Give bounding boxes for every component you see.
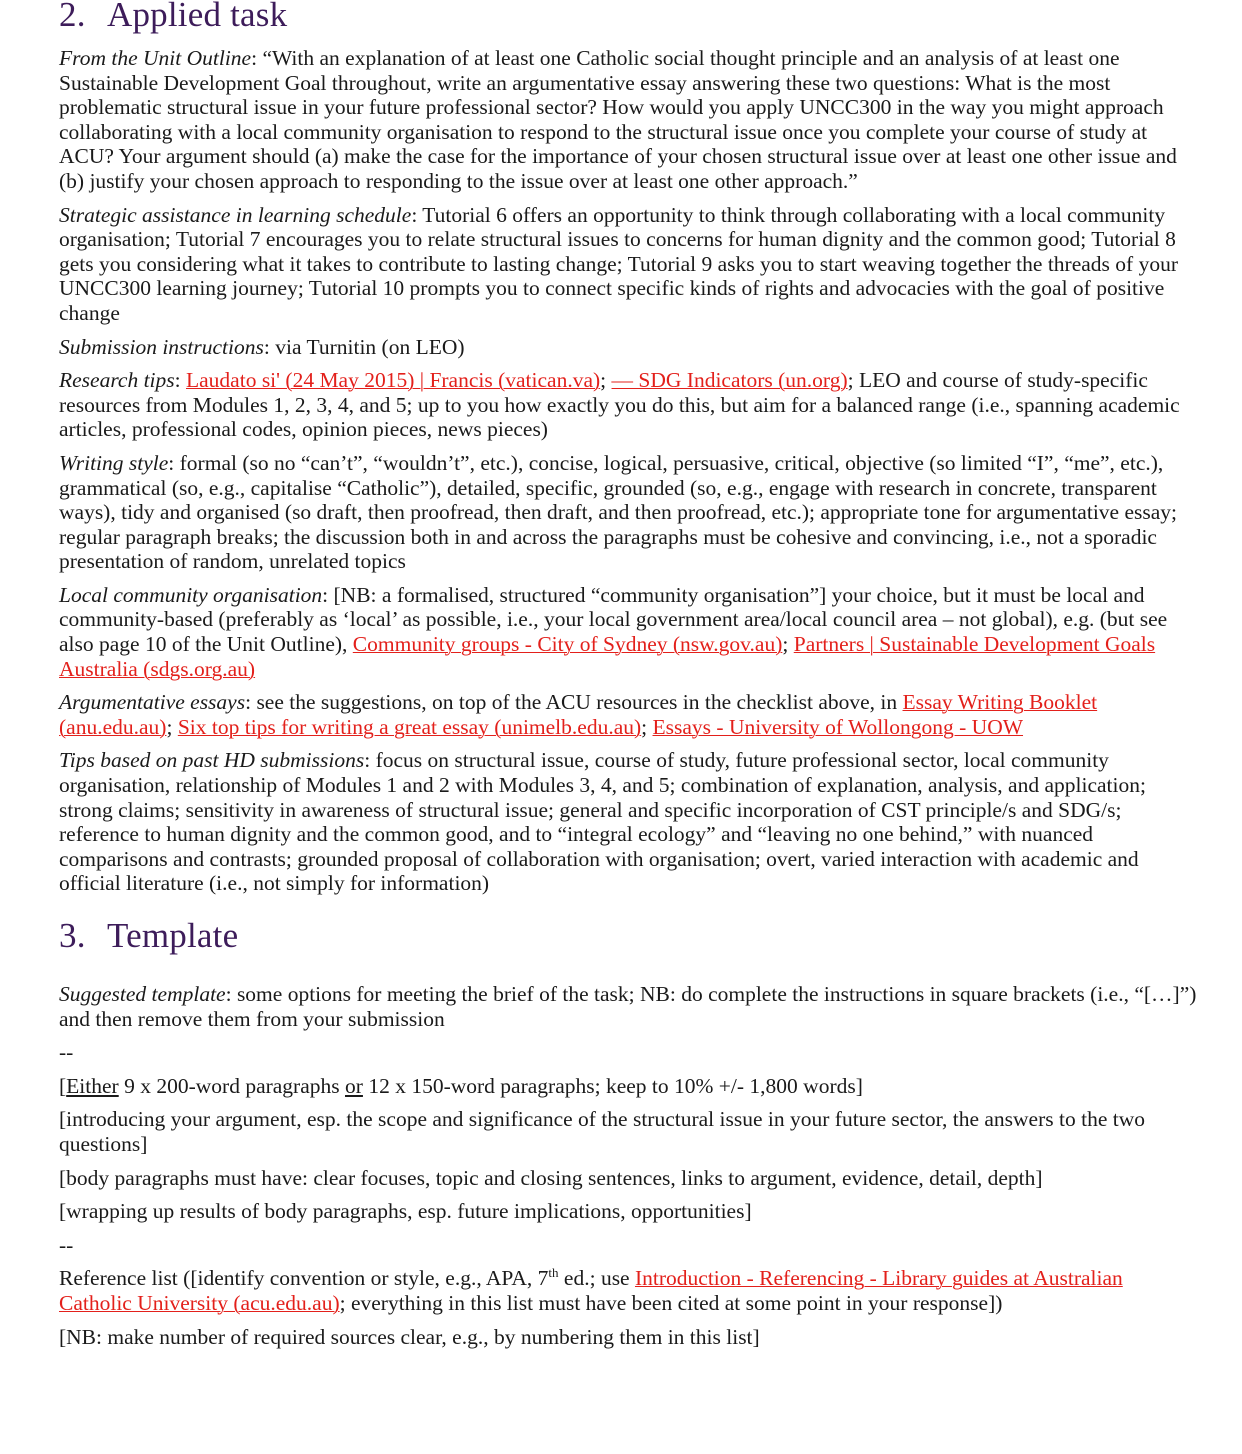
section-heading-template [59,918,1199,954]
superscript-th: th [548,1265,559,1281]
link-city-of-sydney[interactable]: Community groups - City of Sydney (nsw.gov.au) [352,632,783,657]
link-sdgs-australia[interactable]: Partners | Sustainable Development Goals Australia (sdgs.org.au) [59,632,1156,681]
label-submission-instructions: Submission instructions [59,334,264,359]
paragraph-suggested-template [59,982,1199,1031]
section-number: 2. [59,0,86,34]
paragraph-argumentative-essays [59,690,1199,739]
label-hd-tips: Tips based on past HD submissions [59,748,365,773]
text-suggested-template: : some options for meeting the brief of the task; NB: do complete the instructions in square brackets (i.e., “[…]”) and then remove them from your submission [59,982,1197,1031]
word-either: Either [66,1073,119,1098]
separator: ; [782,632,794,657]
text-reference-post: ; everything in this list must have been cited at some point in your response]) [339,1290,1003,1315]
section-number: 3. [59,916,86,955]
separator: ; [600,368,612,393]
paragraph-word-count [59,1074,1199,1099]
link-sdg-indicators[interactable]: — SDG Indicators (un.org) [611,368,848,393]
label-unit-outline: From the Unit Outline [59,46,252,70]
text-word-count-mid: 9 x 200-word paragraphs [118,1073,346,1098]
text-research-tips: ; LEO and course of study-specific resources from Modules 1, 2, 3, 4, and 5; up to you how exactly you do this, but aim for a balanced range (i.e., spanning academic articles, professional codes, opinion pieces, news pieces) [59,368,1180,442]
paragraph-wrapping-up: [wrapping up results of body paragraphs, esp. future implications, opportunities] [59,1199,752,1224]
paragraph-local-community [59,583,1199,681]
link-uow-essays[interactable]: Essays - University of Wollongong - UOW [652,714,1024,739]
text-submission-instructions: : via Turnitin (on LEO) [263,334,465,359]
word-or: or [345,1073,363,1098]
label-argumentative-essays: Argumentative essays [59,690,246,715]
section-title: Template [107,916,239,955]
label-writing-style: Writing style [59,450,169,475]
paragraph-body: [body paragraphs must have: clear focuses, topic and closing sentences, links to argument, evidence, detail, depth] [59,1165,1043,1190]
bracket: [ [59,1073,67,1098]
document [59,0,1199,1349]
paragraph-introducing: [introducing your argument, esp. the scope and significance of the structural issue in your future sector, the answers to the two questions] [59,1107,1145,1156]
label-suggested-template: Suggested template [59,982,226,1006]
text-writing-style: : formal (so no “can’t”, “wouldn’t”, etc.), concise, logical, persuasive, critical, objective (so limited “I”, “me”, etc.), grammatical (so, e.g., capitalise “Catholic”), detailed, specific, grounded (so, e.g., engage with research in concrete, transparent ways), tidy and organised (so draft, then proofread, then draft, and then proofread, etc.); appropriate tone for argumentative essay; regular paragraph breaks; the discussion both in and across the paragraphs must be cohesive and convincing, i.e., not a sporadic presentation of random, unrelated topics [59,450,1177,574]
text-strategic-assistance: : Tutorial 6 offers an opportunity to think through collaborating with a local community organisation; Tutorial 7 encourages you to relate structural issues to concerns for human dignity and the common good; Tutorial 8 gets you considering what it takes to contribute to lasting change; Tutorial 9 asks you to start weaving together the threads of your UNCC300 learning journey; Tutorial 10 prompts you to connect specific kinds of rights and advocacies with the goal of positive change [59,202,1178,325]
paragraph-research-tips [59,368,1199,442]
text-reference-pre: Reference list ([identify convention or style, e.g., APA, 7 [59,1266,549,1291]
paragraph-strategic-assistance [59,203,1199,326]
link-acu-referencing[interactable]: Introduction - Referencing - Library guides at Australian Catholic University (acu.edu.au) [59,1266,1123,1315]
separator: : [174,368,186,393]
label-strategic-assistance: Strategic assistance in learning schedule [59,202,412,227]
text-word-count-rest: 12 x 150-word paragraphs; keep to 10% +/- 1,800 words] [362,1073,863,1098]
text-reference-mid: ed.; use [558,1266,635,1291]
paragraph-reference-list [59,1266,1199,1315]
label-local-community: Local community organisation [59,582,323,607]
section-heading-applied-task [59,0,1199,33]
paragraph-unit-outline [59,46,1199,194]
link-six-top-tips[interactable]: Six top tips for writing a great essay (unimelb.edu.au) [177,714,642,739]
paragraph-hd-tips [59,748,1199,896]
paragraph-nb-sources: [NB: make number of required sources clear, e.g., by numbering them in this list] [59,1324,760,1349]
divider-dashes: -- [59,1232,74,1257]
link-essay-writing-booklet[interactable]: Essay Writing Booklet (anu.edu.au) [59,690,1098,739]
label-research-tips: Research tips [59,368,175,393]
separator: ; [166,714,178,739]
paragraph-submission-instructions [59,335,1199,360]
link-laudato-si[interactable]: Laudato si' (24 May 2015) | Francis (vatican.va) [186,368,601,393]
section-title: Applied task [107,0,288,34]
separator: ; [641,714,653,739]
text-argumentative-essays: : see the suggestions, on top of the ACU resources in the checklist above, in [245,690,903,715]
paragraph-writing-style [59,451,1199,574]
text-local-community: : [NB: a formalised, structured “community organisation”] your choice, but it must be local and community-based (preferably as ‘local’ as possible, i.e., your local government area/local council area – not global), e.g. (but see also page 10 of the Unit Outline), [59,582,1168,657]
text-hd-tips: : focus on structural issue, course of study, future professional sector, local community organisation, relationship of Modules 1 and 2 with Modules 3, 4, and 5; combination of explanation, analysis, and application; strong claims; sensitivity in awareness of structural issue; general and specific incorporation of CST principle/s and SDG/s; reference to human dignity and the common good, and to “integral ecology” and “leaving no one behind,” with nuanced comparisons and contrasts; grounded proposal of collaboration with organisation; overt, varied interaction with academic and official literature (i.e., not simply for information) [59,748,1146,896]
text-unit-outline: : “With an explanation of at least one Catholic social thought principle and an analysis of at least one Sustainable Development Goal throughout, write an argumentative essay answering these two questions: What is the most problematic structural issue in your future professional sector? How would you apply UNCC300 in the way you might approach collaborating with a local community organisation to respond to the structural issue once you complete your course of study at ACU? Your argument should (a) make the case for the importance of your chosen structural issue over at least one other issue and (b) justify your chosen approach to responding to the issue over at least one other approach.” [59,46,1177,193]
divider-dashes: -- [59,1040,74,1065]
